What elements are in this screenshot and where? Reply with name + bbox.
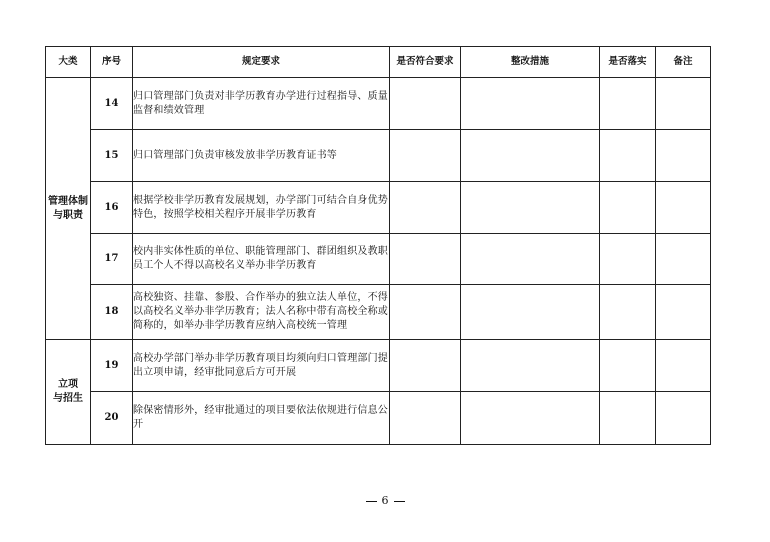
table-row xyxy=(46,285,711,340)
implemented-cell[interactable] xyxy=(600,130,656,182)
header-category: 大类 xyxy=(46,47,91,78)
remarks-cell[interactable] xyxy=(656,78,711,130)
compliant-cell[interactable] xyxy=(390,340,461,392)
requirement-text: 高校办学部门举办非学历教育项目均须向归口管理部门提出立项申请，经审批同意后方可开展 xyxy=(133,340,390,392)
remarks-cell[interactable] xyxy=(656,182,711,234)
requirement-text: 高校独资、挂靠、参股、合作举办的独立法人单位，不得以高校名义举办非学历教育；法人名称中带有高校全称或简称的，如举办非学历教育应纳入高校统一管理 xyxy=(133,285,390,340)
header-measures: 整改措施 xyxy=(461,47,600,78)
remarks-cell[interactable] xyxy=(656,234,711,285)
compliant-cell[interactable] xyxy=(390,285,461,340)
row-number: 19 xyxy=(91,340,133,392)
measures-cell[interactable] xyxy=(461,182,600,234)
row-number: 17 xyxy=(91,234,133,285)
requirement-text: 校内非实体性质的单位、职能管理部门、群团组织及教职员工个人不得以高校名义举办非学历教育 xyxy=(133,234,390,285)
implemented-cell[interactable] xyxy=(600,78,656,130)
row-number: 14 xyxy=(91,78,133,130)
compliant-cell[interactable] xyxy=(390,392,461,445)
remarks-cell[interactable] xyxy=(656,392,711,445)
header-requirement: 规定要求 xyxy=(133,47,390,78)
implemented-cell[interactable] xyxy=(600,392,656,445)
remarks-cell[interactable] xyxy=(656,130,711,182)
table-row xyxy=(46,234,711,285)
header-compliant: 是否符合要求 xyxy=(390,47,461,78)
measures-cell[interactable] xyxy=(461,340,600,392)
measures-cell[interactable] xyxy=(461,392,600,445)
compliant-cell[interactable] xyxy=(390,130,461,182)
row-number: 16 xyxy=(91,182,133,234)
implemented-cell[interactable] xyxy=(600,285,656,340)
page-number: 6 xyxy=(0,494,770,507)
implemented-cell[interactable] xyxy=(600,340,656,392)
requirement-text: 根据学校非学历教育发展规划，办学部门可结合自身优势特色，按照学校相关程序开展非学历教育 xyxy=(133,182,390,234)
compliant-cell[interactable] xyxy=(390,234,461,285)
table-row xyxy=(46,340,711,392)
category-management: 管理体制 与职责 xyxy=(46,78,91,340)
requirement-text: 除保密情形外，经审批通过的项目要依法依规进行信息公开 xyxy=(133,392,390,445)
compliant-cell[interactable] xyxy=(390,78,461,130)
implemented-cell[interactable] xyxy=(600,234,656,285)
table-row xyxy=(46,78,711,130)
table-row xyxy=(46,130,711,182)
header-implemented: 是否落实 xyxy=(600,47,656,78)
category-project-enrollment: 立项 与招生 xyxy=(46,340,91,445)
compliant-cell[interactable] xyxy=(390,182,461,234)
table-row xyxy=(46,392,711,445)
row-number: 20 xyxy=(91,392,133,445)
measures-cell[interactable] xyxy=(461,285,600,340)
remarks-cell[interactable] xyxy=(656,285,711,340)
header-remarks: 备注 xyxy=(656,47,711,78)
requirement-text: 归口管理部门负责对非学历教育办学进行过程指导、质量监督和绩效管理 xyxy=(133,78,390,130)
table-row xyxy=(46,182,711,234)
implemented-cell[interactable] xyxy=(600,182,656,234)
dash-left xyxy=(366,501,377,502)
row-number: 15 xyxy=(91,130,133,182)
requirement-text: 归口管理部门负责审核发放非学历教育证书等 xyxy=(133,130,390,182)
measures-cell[interactable] xyxy=(461,234,600,285)
row-number: 18 xyxy=(91,285,133,340)
checklist-table xyxy=(45,46,711,445)
header-row xyxy=(46,47,711,78)
header-number: 序号 xyxy=(91,47,133,78)
dash-right xyxy=(394,501,405,502)
remarks-cell[interactable] xyxy=(656,340,711,392)
measures-cell[interactable] xyxy=(461,130,600,182)
measures-cell[interactable] xyxy=(461,78,600,130)
